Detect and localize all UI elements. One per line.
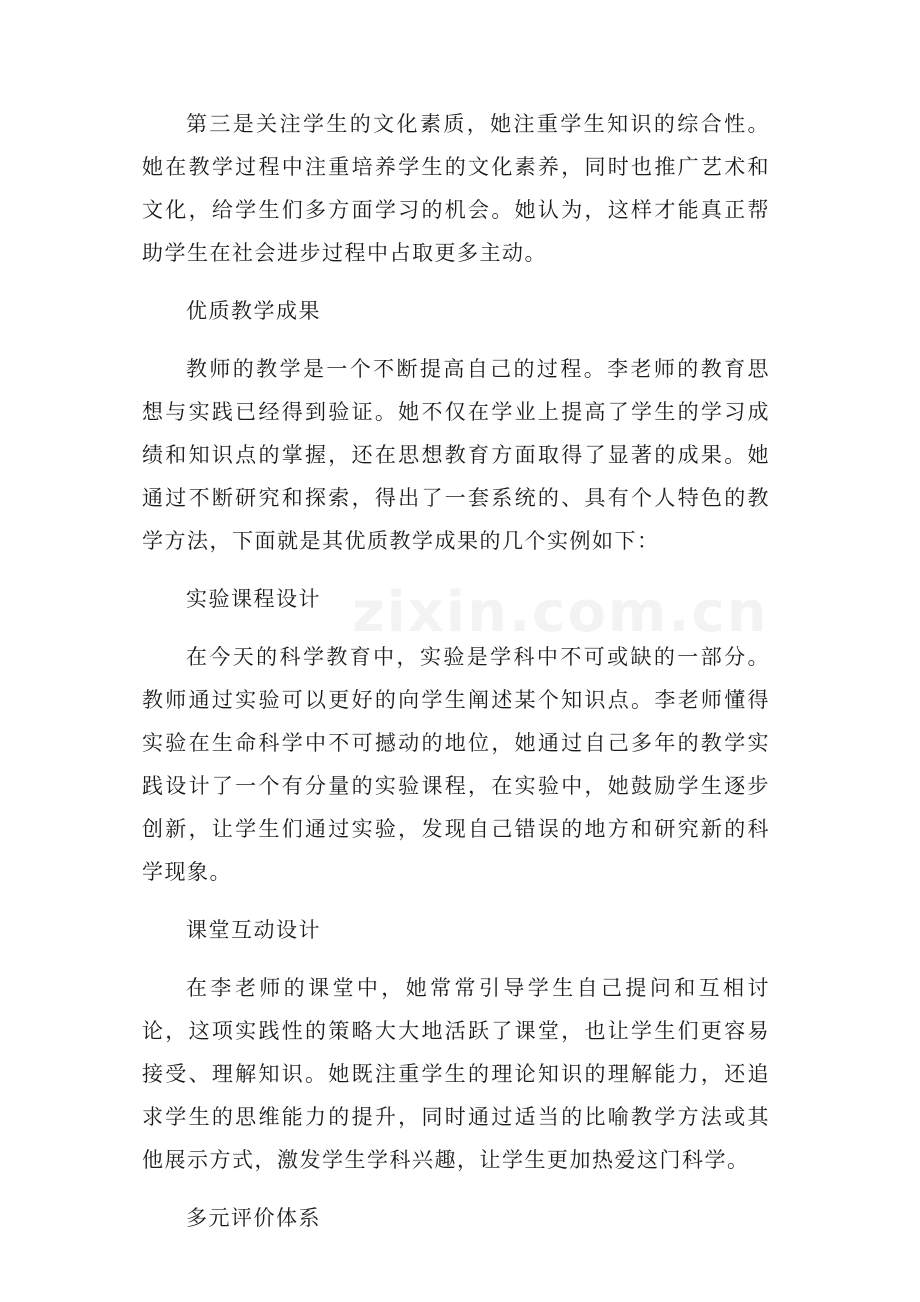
paragraph-classroom-interaction: 在李老师的课堂中，她常常引导学生自己提问和互相讨论，这项实践性的策略大大地活跃了课堂，也让学生们更容易接受、理解知识。她既注重学生的理论知识的理解能力，还追求学生的思维能力的提升，同时通过适当的比喻教学方法或其他展示方式，激发学生学科兴趣，让学生更加热爱这门科学。 [142, 976, 770, 1172]
section-heading-experiment-course: 实验课程设计 [186, 587, 321, 611]
section-heading-quality-results: 优质教学成果 [186, 299, 321, 323]
paragraph-teaching-results: 教师的教学是一个不断提高自己的过程。李老师的教育思想与实践已经得到验证。她不仅在学业上提高了学生的学习成绩和知识点的掌握，还在思想教育方面取得了显著的成果。她通过不断研究和探索，得出了一套系统的、具有个人特色的教学方法，下面就是其优质教学成果的几个实例如下： [142, 357, 770, 553]
paragraph-cultural-quality: 第三是关注学生的文化素质，她注重学生知识的综合性。她在教学过程中注重培养学生的文化素养，同时也推广艺术和文化，给学生们多方面学习的机会。她认为，这样才能真正帮助学生在社会进步过程中占取更多主动。 [142, 112, 770, 265]
document-body [142, 103, 770, 1255]
section-heading-classroom-interaction: 课堂互动设计 [186, 918, 321, 942]
section-heading-evaluation-system: 多元评价体系 [186, 1206, 321, 1230]
paragraph-experiment-course: 在今天的科学教育中，实验是学科中不可或缺的一部分。教师通过实验可以更好的向学生阐述某个知识点。李老师懂得实验在生命科学中不可撼动的地位，她通过自己多年的教学实践设计了一个有分量的实验课程，在实验中，她鼓励学生逐步创新，让学生们通过实验，发现自己错误的地方和研究新的科学现象。 [142, 645, 770, 884]
